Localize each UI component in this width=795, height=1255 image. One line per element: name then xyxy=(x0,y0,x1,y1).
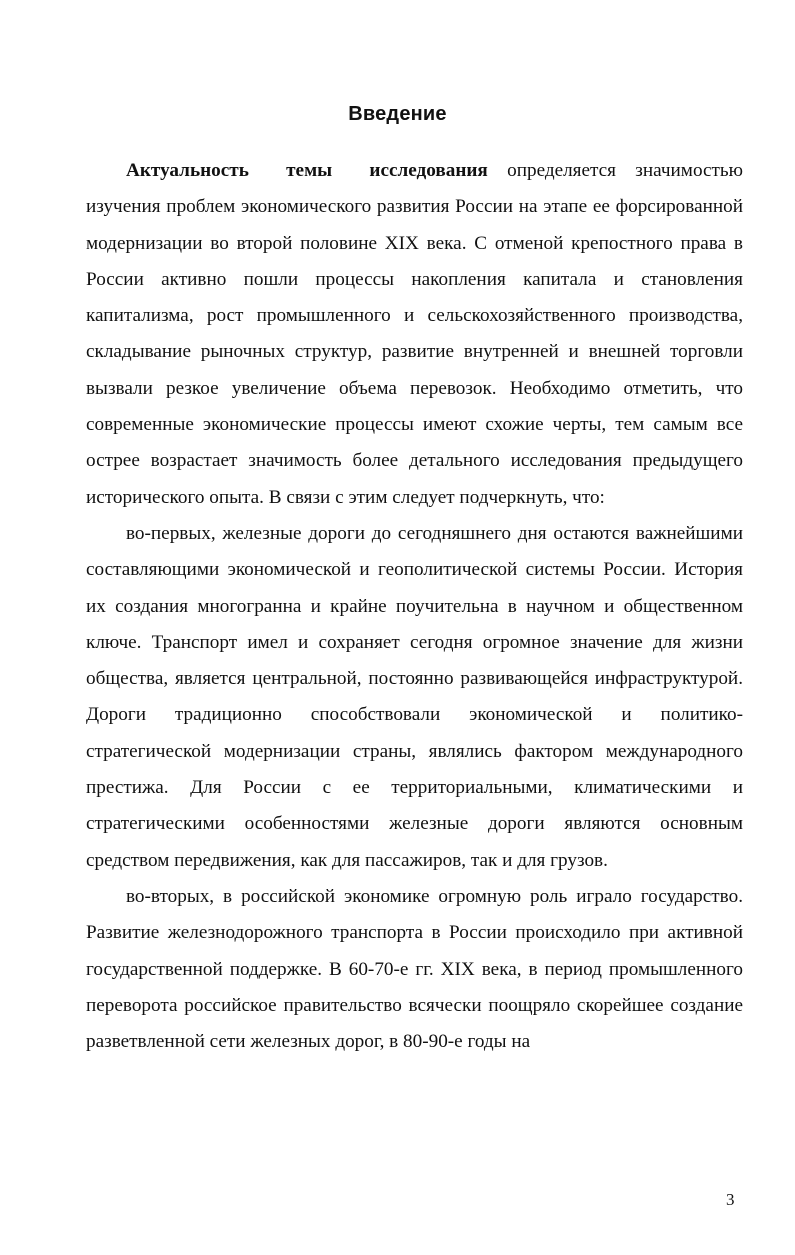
paragraph-lead: Актуальность темы исследования xyxy=(126,160,488,181)
paragraph-second-point: во-вторых, в российской экономике огромную роль играло государство. Развитие железнодорожного транспорта в России происходило при активной государственной поддержке. В 60-70-е гг. XIX века, в период промышленного переворота российское правительство всячески поощряло скорейшее создание разветвленной сети железных дорог, в 80-90-е годы на xyxy=(86,885,743,1053)
paragraph-first-point: во-первых, железные дороги до сегодняшнего дня остаются важнейшими составляющими экономической и геополитической системы России. История их создания многогранна и крайне поучительна в научном и общественном ключе. Транспорт имел и сохраняет сегодня огромное значение для жизни общества, является центральной, постоянно развивающейся инфраструктурой. Дороги традиционно способствовали экономической и политико-стратегической модернизации страны, являлись фактором международного престижа. Для России с ее территориальными, климатическими и стратегическими особенностями железные дороги являются основным средством передвижения, как для пассажиров, так и для грузов. xyxy=(86,522,743,871)
body-text xyxy=(86,153,743,1060)
paragraph-relevance xyxy=(86,153,743,516)
paragraph-text: определяется значимостью изучения проблем экономического развития России на этапе ее форсированной модернизации во второй половине XIX века. С отменой крепостного права в России активно пошли процессы накопления капитала и становления капитализма, рост промышленного и сельскохозяйственного производства, складывание рыночных структур, развитие внутренней и внешней торговли вызвали резкое увеличение объема перевозок. Необходимо отметить, что современные экономические процессы имеют схожие черты, тем самым все острее возрастает значимость более детального исследования предыдущего исторического опыта. В связи с этим следует подчеркнуть, что: xyxy=(86,160,743,508)
page-title: Введение xyxy=(348,103,447,125)
page-number: 3 xyxy=(726,1190,735,1209)
